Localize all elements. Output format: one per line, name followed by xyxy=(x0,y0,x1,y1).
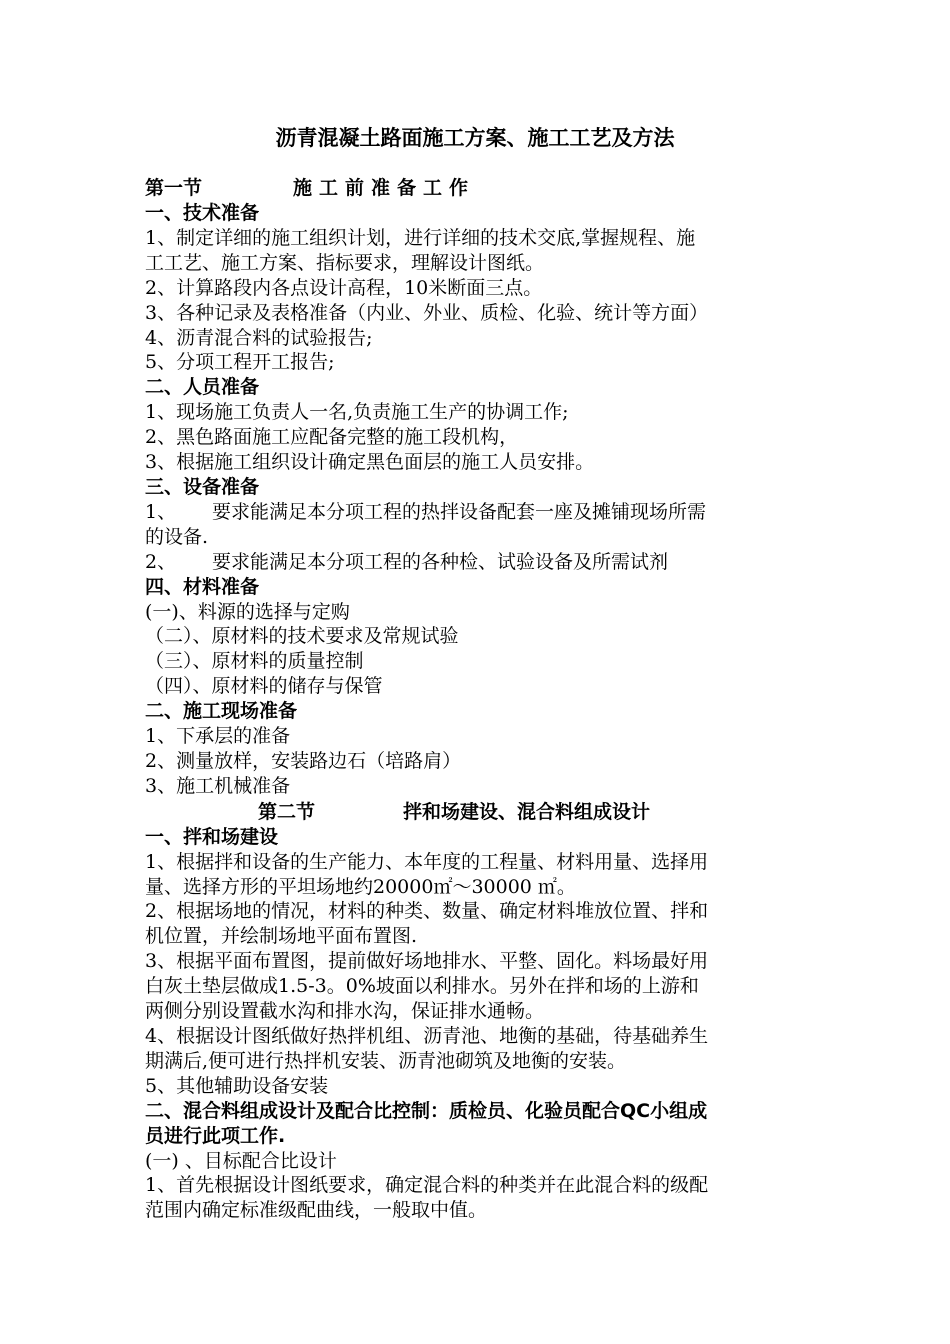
list-item: 3、根据平面布置图，提前做好场地排水、平整、固化。料场最好用 xyxy=(145,950,709,973)
list-item: 期满后,便可进行热拌机安装、沥青池砌筑及地衡的安装。 xyxy=(145,1049,627,1072)
list-item-number: 2、 xyxy=(145,550,177,573)
list-item-text: 要求能满足本分项工程的热拌设备配套一座及摊铺现场所需 xyxy=(212,500,707,523)
part-1-heading: 一、技术准备 xyxy=(145,202,260,224)
list-item: 机位置，并绘制场地平面布置图. xyxy=(145,925,418,948)
list-item: 2、测量放样，安装路边石（培路肩） xyxy=(145,749,462,772)
list-item: 1、制定详细的施工组织计划，进行详细的技术交底,掌握规程、施 xyxy=(145,226,696,249)
list-item xyxy=(145,500,807,525)
part-6-heading: 一、拌和场建设 xyxy=(145,825,279,848)
list-item: 4、沥青混合料的试验报告; xyxy=(145,326,373,349)
list-item: 3、根据施工组织设计确定黑色面层的施工人员安排。 xyxy=(145,451,595,474)
list-item: 1、现场施工负责人一名,负责施工生产的协调工作; xyxy=(145,401,569,424)
list-item-number: 1、 xyxy=(145,500,177,523)
list-item: 量、选择方形的平坦场地约20000㎡～30000 ㎡。 xyxy=(145,875,576,898)
list-item: 4、根据设计图纸做好热拌机组、沥青池、地衡的基础，待基础养生 xyxy=(145,1025,709,1047)
list-item: 1、下承层的准备 xyxy=(145,725,291,748)
part-4-heading: 四、材料准备 xyxy=(145,575,260,598)
part-2-heading: 二、人员准备 xyxy=(145,376,260,399)
list-item: (一)、料源的选择与定购 xyxy=(145,600,350,623)
list-item: 2、黑色路面施工应配备完整的施工段机构， xyxy=(145,426,519,449)
list-item: （四）、原材料的储存与保管 xyxy=(145,675,383,698)
list-item: 白灰土垫层做成1.5-3。0%坡面以利排水。另外在拌和场的上游和 xyxy=(145,975,699,998)
list-item: 5、分项工程开工报告; xyxy=(145,351,335,374)
part-3-heading: 三、设备准备 xyxy=(145,475,260,498)
document-title: 沥青混凝土路面施工方案、施工工艺及方法 xyxy=(275,126,675,150)
list-item: 两侧分别设置截水沟和排水沟，保证排水通畅。 xyxy=(145,1000,545,1023)
list-item: 2、根据场地的情况，材料的种类、数量、确定材料堆放位置、拌和 xyxy=(145,900,709,923)
list-item: 1、首先根据设计图纸要求，确定混合料的种类并在此混合料的级配 xyxy=(145,1174,709,1197)
section-2-name: 拌和场建设、混合料组成设计 xyxy=(403,800,651,823)
part-7-heading-continuation: 员进行此项工作. xyxy=(145,1124,286,1147)
section-2-number: 第二节 xyxy=(258,800,316,823)
list-item: 5、其他辅助设备安装 xyxy=(145,1074,329,1097)
list-item: 1、根据拌和设备的生产能力、本年度的工程量、材料用量、选择用 xyxy=(145,850,709,873)
section-2-title xyxy=(0,799,950,825)
list-item: 2、计算路段内各点设计高程，10米断面三点。 xyxy=(145,276,543,299)
section-1-number: 第一节 xyxy=(145,177,203,199)
list-item-text: 要求能满足本分项工程的各种检、试验设备及所需试剂 xyxy=(212,550,669,573)
list-item: 范围内确定标准级配曲线，一般取中值。 xyxy=(145,1199,488,1222)
list-item: （二）、原材料的技术要求及常规试验 xyxy=(145,625,459,648)
list-item: 3、施工机械准备 xyxy=(145,774,291,797)
section-1-title xyxy=(0,175,950,201)
part-7-heading: 二、混合料组成设计及配合比控制：质检员、化验员配合QC小组成 xyxy=(145,1099,708,1122)
list-item: 工工艺、施工方案、指标要求，理解设计图纸。 xyxy=(145,251,545,274)
part-5-heading: 二、施工现场准备 xyxy=(145,700,298,723)
list-item-continuation: 的设备. xyxy=(145,525,209,548)
list-item xyxy=(145,550,807,575)
list-item: （三）、原材料的质量控制 xyxy=(145,650,364,673)
section-1-name: 施工前准备工作 xyxy=(293,177,476,199)
list-item: 3、各种记录及表格准备（内业、外业、质检、化验、统计等方面） xyxy=(145,301,709,324)
list-item: (一) 、目标配合比设计 xyxy=(145,1149,337,1172)
document-body xyxy=(145,175,807,1223)
